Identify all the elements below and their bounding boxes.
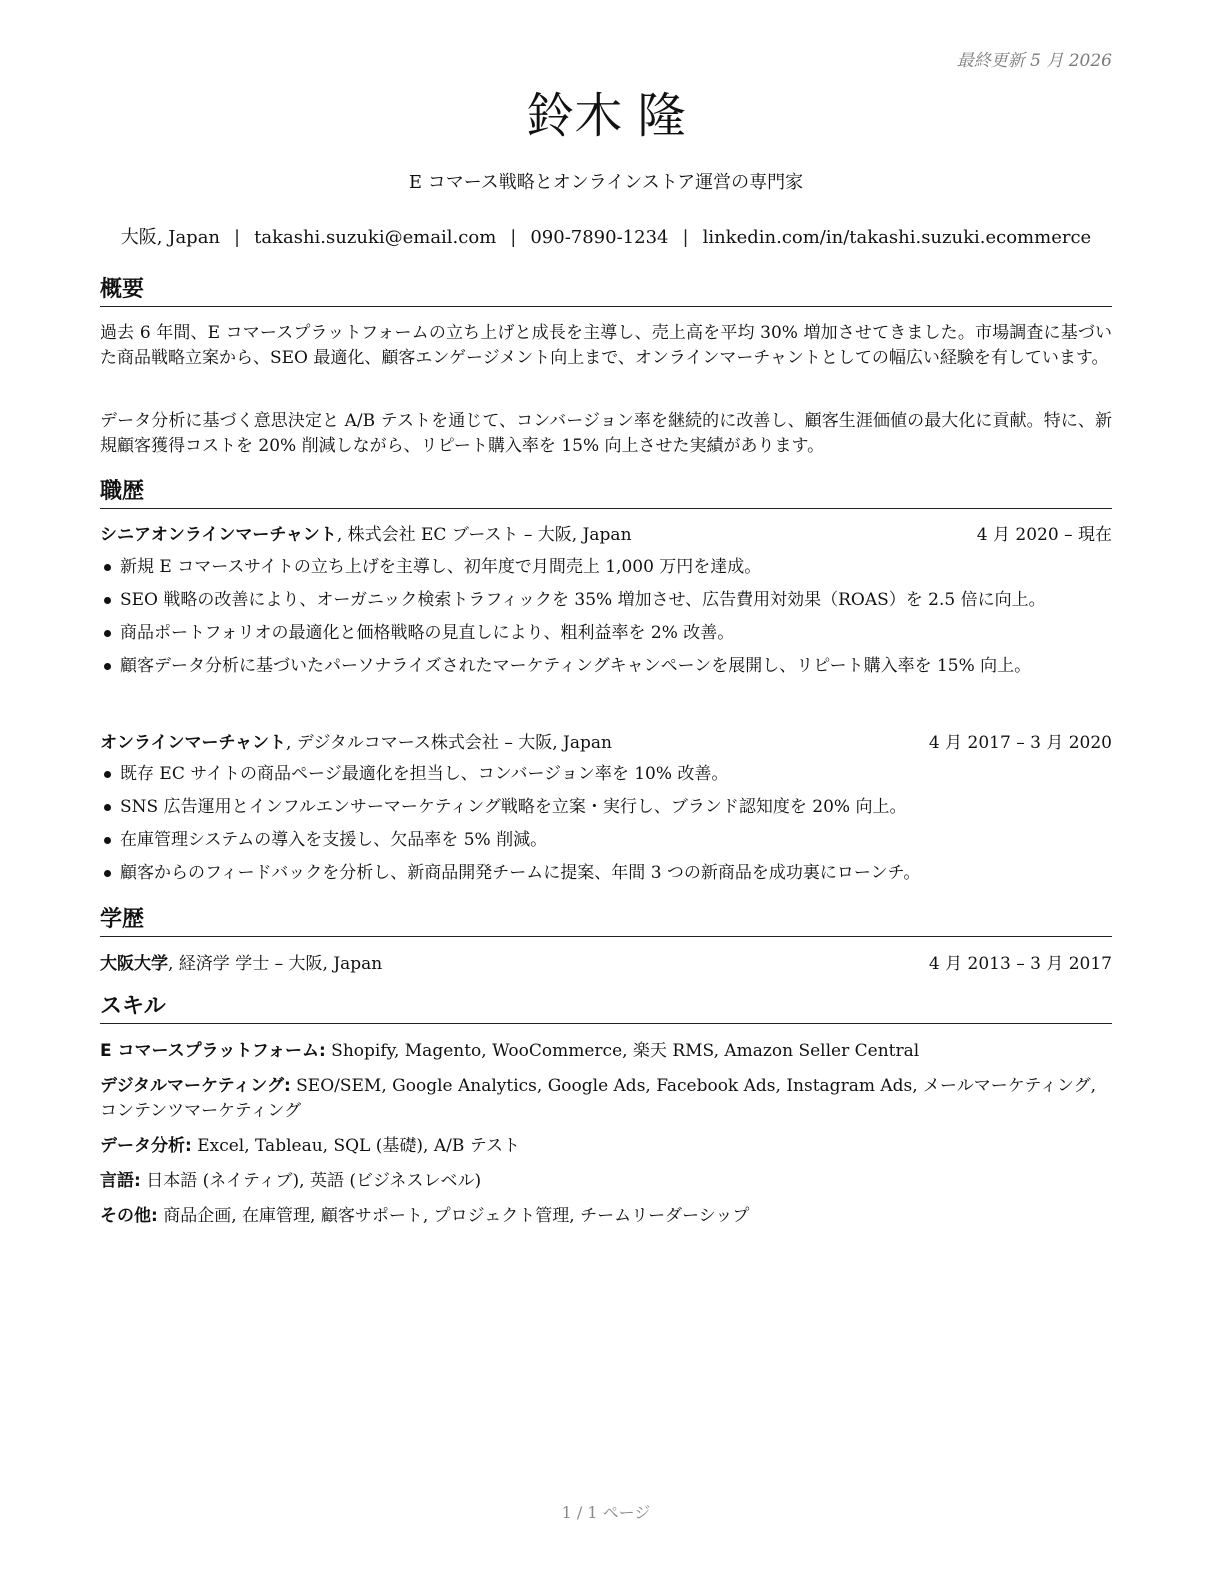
job-role: オンラインマーチャント bbox=[100, 733, 286, 753]
job-dates: 4 月 2020 – 現在 bbox=[976, 525, 1112, 545]
skill-category: その他: bbox=[100, 1206, 158, 1226]
job-dates: 4 月 2017 – 3 月 2020 bbox=[928, 733, 1112, 753]
education-school: 大阪大学 bbox=[100, 954, 168, 974]
skill-category: 言語: bbox=[100, 1171, 141, 1191]
resume-page bbox=[100, 0, 1112, 1584]
section-title-skills: スキル bbox=[100, 993, 1112, 1024]
contact-email[interactable]: takashi.suzuki@email.com bbox=[254, 227, 497, 248]
job-header bbox=[100, 731, 1112, 756]
contact-separator: | bbox=[510, 227, 517, 248]
job-header bbox=[100, 523, 1112, 548]
skill-category: デジタルマーケティング: bbox=[100, 1076, 291, 1096]
person-name: 鈴木 隆 bbox=[526, 88, 686, 144]
contact-location: 大阪, Japan bbox=[120, 227, 221, 248]
list-item: SNS 広告運用とインフルエンサーマーケティング戦略を立案・実行し、ブランド認知度を 20% 向上。 bbox=[100, 795, 1112, 820]
skill-value: 商品企画, 在庫管理, 顧客サポート, プロジェクト管理, チームリーダーシップ bbox=[157, 1206, 750, 1226]
job-org: , 株式会社 EC ブースト – 大阪, Japan bbox=[336, 525, 632, 545]
job-bullets bbox=[100, 762, 1112, 894]
summary-paragraph: 過去 6 年間、E コマースプラットフォームの立ち上げと成長を主導し、売上高を平均 30% 増加させてきました。市場調査に基づいた商品戦略立案から、SEO 最適化、顧客エンゲージメント向上まで、オンラインマーチャントとしての幅広い経験を有しています。 bbox=[100, 323, 1112, 368]
skill-value: Shopify, Magento, WooCommerce, 楽天 RMS, Amazon Seller Central bbox=[325, 1041, 920, 1061]
education-detail: , 経済学 学士 – 大阪, Japan bbox=[168, 954, 383, 974]
list-item: 既存 EC サイトの商品ページ最適化を担当し、コンバージョン率を 10% 改善。 bbox=[100, 762, 1112, 787]
contact-separator: | bbox=[234, 227, 241, 248]
skill-line bbox=[100, 1134, 1112, 1159]
contact-phone[interactable]: 090-7890-1234 bbox=[530, 227, 669, 248]
contact-linkedin[interactable]: linkedin.com/in/takashi.suzuki.ecommerce bbox=[702, 227, 1092, 248]
skill-line bbox=[100, 1169, 1112, 1194]
skill-category: データ分析: bbox=[100, 1136, 192, 1156]
job-bullets bbox=[100, 555, 1112, 687]
skill-line bbox=[100, 1204, 1112, 1229]
page-number: 1 / 1 ページ bbox=[561, 1503, 651, 1522]
list-item: 新規 E コマースサイトの立ち上げを主導し、初年度で月間売上 1,000 万円を達成。 bbox=[100, 555, 1112, 580]
skill-value: Excel, Tableau, SQL (基礎), A/B テスト bbox=[191, 1136, 521, 1156]
skill-line bbox=[100, 1039, 1112, 1064]
contact-line bbox=[100, 225, 1112, 251]
contact-separator: | bbox=[682, 227, 689, 248]
section-title-experience: 職歴 bbox=[100, 478, 1112, 509]
education-entry bbox=[100, 952, 1112, 977]
list-item: 商品ポートフォリオの最適化と価格戦略の見直しにより、粗利益率を 2% 改善。 bbox=[100, 621, 1112, 646]
section-title-education: 学歴 bbox=[100, 906, 1112, 937]
skill-value: 日本語 (ネイティブ), 英語 (ビジネスレベル) bbox=[140, 1171, 482, 1191]
skill-category: E コマースプラットフォーム: bbox=[100, 1041, 326, 1061]
list-item: SEO 戦略の改善により、オーガニック検索トラフィックを 35% 増加させ、広告費用対効果（ROAS）を 2.5 倍に向上。 bbox=[100, 588, 1112, 613]
skill-value: SEO/SEM, Google Analytics, Google Ads, Facebook Ads, Instagram Ads, メールマーケティング, コンテンツマーケティング bbox=[100, 1076, 1097, 1121]
job-org: , デジタルコマース株式会社 – 大阪, Japan bbox=[285, 733, 612, 753]
summary-paragraph: データ分析に基づく意思決定と A/B テストを通じて、コンバージョン率を継続的に改善し、顧客生涯価値の最大化に貢献。特に、新規顧客獲得コストを 20% 削減しながら、リピート購入率を 15% 向上させた実績があります。 bbox=[100, 411, 1112, 456]
skill-line bbox=[100, 1074, 1112, 1124]
job-role: シニアオンラインマーチャント bbox=[100, 525, 337, 545]
list-item: 在庫管理システムの導入を支援し、欠品率を 5% 削減。 bbox=[100, 828, 1112, 853]
list-item: 顧客データ分析に基づいたパーソナライズされたマーケティングキャンペーンを展開し、リピート購入率を 15% 向上。 bbox=[100, 654, 1112, 679]
list-item: 顧客からのフィードバックを分析し、新商品開発チームに提案、年間 3 つの新商品を成功裏にローンチ。 bbox=[100, 861, 1112, 886]
last-updated: 最終更新 5 月 2026 bbox=[956, 51, 1112, 71]
education-dates: 4 月 2013 – 3 月 2017 bbox=[928, 954, 1112, 974]
section-title-summary: 概要 bbox=[100, 276, 1112, 307]
tagline: E コマース戦略とオンラインストア運営の専門家 bbox=[408, 172, 804, 193]
